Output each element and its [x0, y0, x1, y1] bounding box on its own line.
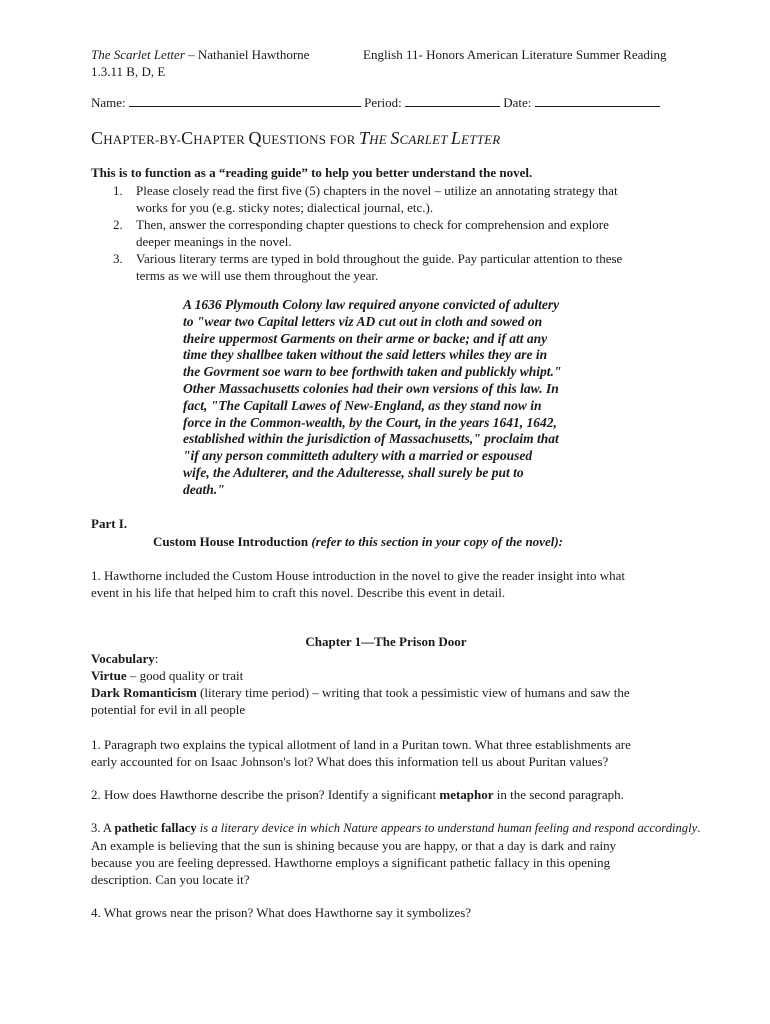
quote-line: established within the jurisdiction of Massachusetts," proclaim that [183, 431, 559, 447]
title-rest: HAPTER-BY- [103, 132, 182, 147]
quote-line: force in the Common-wealth, by the Court, in the years 1641, 1642, [183, 414, 557, 430]
section-note: (refer to this section in your copy of the novel): [308, 534, 563, 549]
title-rest: ETTER [461, 132, 501, 147]
title-cap: Q [248, 128, 262, 148]
standards-code: 1.3.11 B, D, E [91, 64, 166, 79]
quote-line: theire uppermost Garments on their arme or backe; and if att any [183, 330, 548, 346]
title-cap: S [390, 128, 400, 148]
vocabulary-label: Vocabulary: [91, 651, 159, 666]
quote-line: A 1636 Plymouth Colony law required anyone convicted of adultery [183, 297, 560, 312]
title-cap: L [450, 128, 462, 148]
vocab-dark-romanticism-cont: potential for evil in all people [91, 702, 246, 717]
instruction-item: 3. Various literary terms are typed in bold throughout the guide. Pay particular attention to these terms as we will use them throughout the year. [113, 251, 623, 283]
quote-line: fact, "The Capitall Lawes of New-England, as they stand now in [183, 397, 542, 413]
title-cap: T [358, 128, 370, 148]
question-1: 1. Paragraph two explains the typical allotment of land in a Puritan town. What three establishments are early accounted for on Isaac Johnson's lot? What does this information tell us about Puritan values? [91, 737, 631, 769]
question-4: 4. What grows near the prison? What does Hawthorne say it symbolizes? [91, 905, 472, 920]
title-rest: CARLET [399, 132, 451, 147]
quote-line: death." [183, 481, 225, 497]
section-title: Custom House Introduction [153, 534, 309, 549]
intro-heading: This is to function as a “reading guide” to help you better understand the novel. [91, 165, 533, 180]
quote-line: Other Massachusetts colonies had their own versions of this law. In [183, 380, 559, 396]
course-name: English 11- Honors American Literature Summer Reading [363, 47, 667, 62]
vocab-dark-romanticism: Dark Romanticism (literary time period) – writing that took a pessimistic view of humans and saw the [91, 685, 630, 700]
instruction-item: 1. Please closely read the first five (5) chapters in the novel – utilize an annotating strategy that works for you (e.g. sticky notes; dialectical journal, etc.). [113, 183, 618, 215]
historical-quote [183, 297, 603, 499]
title-cap: C [91, 128, 104, 148]
instruction-item: 2. Then, answer the corresponding chapter questions to check for comprehension and explore deeper meanings in the novel. [113, 217, 609, 249]
quote-line: wife, the Adulterer, and the Adulteresse, shall surely be put to [183, 464, 524, 480]
period-field[interactable] [405, 94, 500, 107]
title-rest: HE [369, 132, 391, 147]
quote-line: to "wear two Capital letters viz AD cut out in cloth and sowed on [183, 313, 543, 329]
question-2: 2. How does Hawthorne describe the prison? Identify a significant metaphor in the second paragraph. [91, 787, 624, 802]
title-rest: HAPTER [193, 132, 249, 147]
chapter-title: Chapter 1—The Prison Door [305, 634, 467, 649]
quote-line: the Govrment soe warn to bee forthwith taken and publickly whipt." [183, 364, 562, 380]
title-rest: UESTIONS FOR [261, 132, 359, 147]
title-cap: C [181, 128, 194, 148]
part-label: Part I. [91, 516, 128, 531]
section-heading [153, 534, 563, 550]
date-field[interactable] [535, 94, 660, 107]
vocab-virtue: Virtue – good quality or trait [91, 668, 244, 683]
question-custom-house: 1. Hawthorne included the Custom House introduction in the novel to give the reader insight into what event in his life that helped him to craft this novel. Describe this event in detail. [91, 568, 625, 600]
author: – Nathaniel Hawthorne [184, 47, 310, 62]
date-label: Date: [503, 95, 532, 110]
name-field[interactable] [129, 94, 361, 107]
question-3: 3. A pathetic fallacy is a literary device in which Nature appears to understand human feeling and respond accordingly. An example is believing that the sun is shining because you are happy, or that a day is dark and rainy because you are feeling depressed. Hawthorne employs a significant pathetic fallacy in this opening description. Can you locate it? [91, 821, 701, 887]
instructions-list [91, 182, 681, 284]
name-label: Name: [91, 95, 126, 110]
page-title [91, 128, 500, 149]
book-title: The Scarlet Letter [91, 47, 185, 62]
quote-line: "if any person committeth adultery with a married or espoused [183, 448, 533, 464]
info-fields-row [91, 94, 660, 111]
period-label: Period: [364, 95, 402, 110]
header-book-author [91, 47, 309, 63]
quote-line: time they shallbee taken without the said letters whiles they are in [183, 347, 548, 363]
